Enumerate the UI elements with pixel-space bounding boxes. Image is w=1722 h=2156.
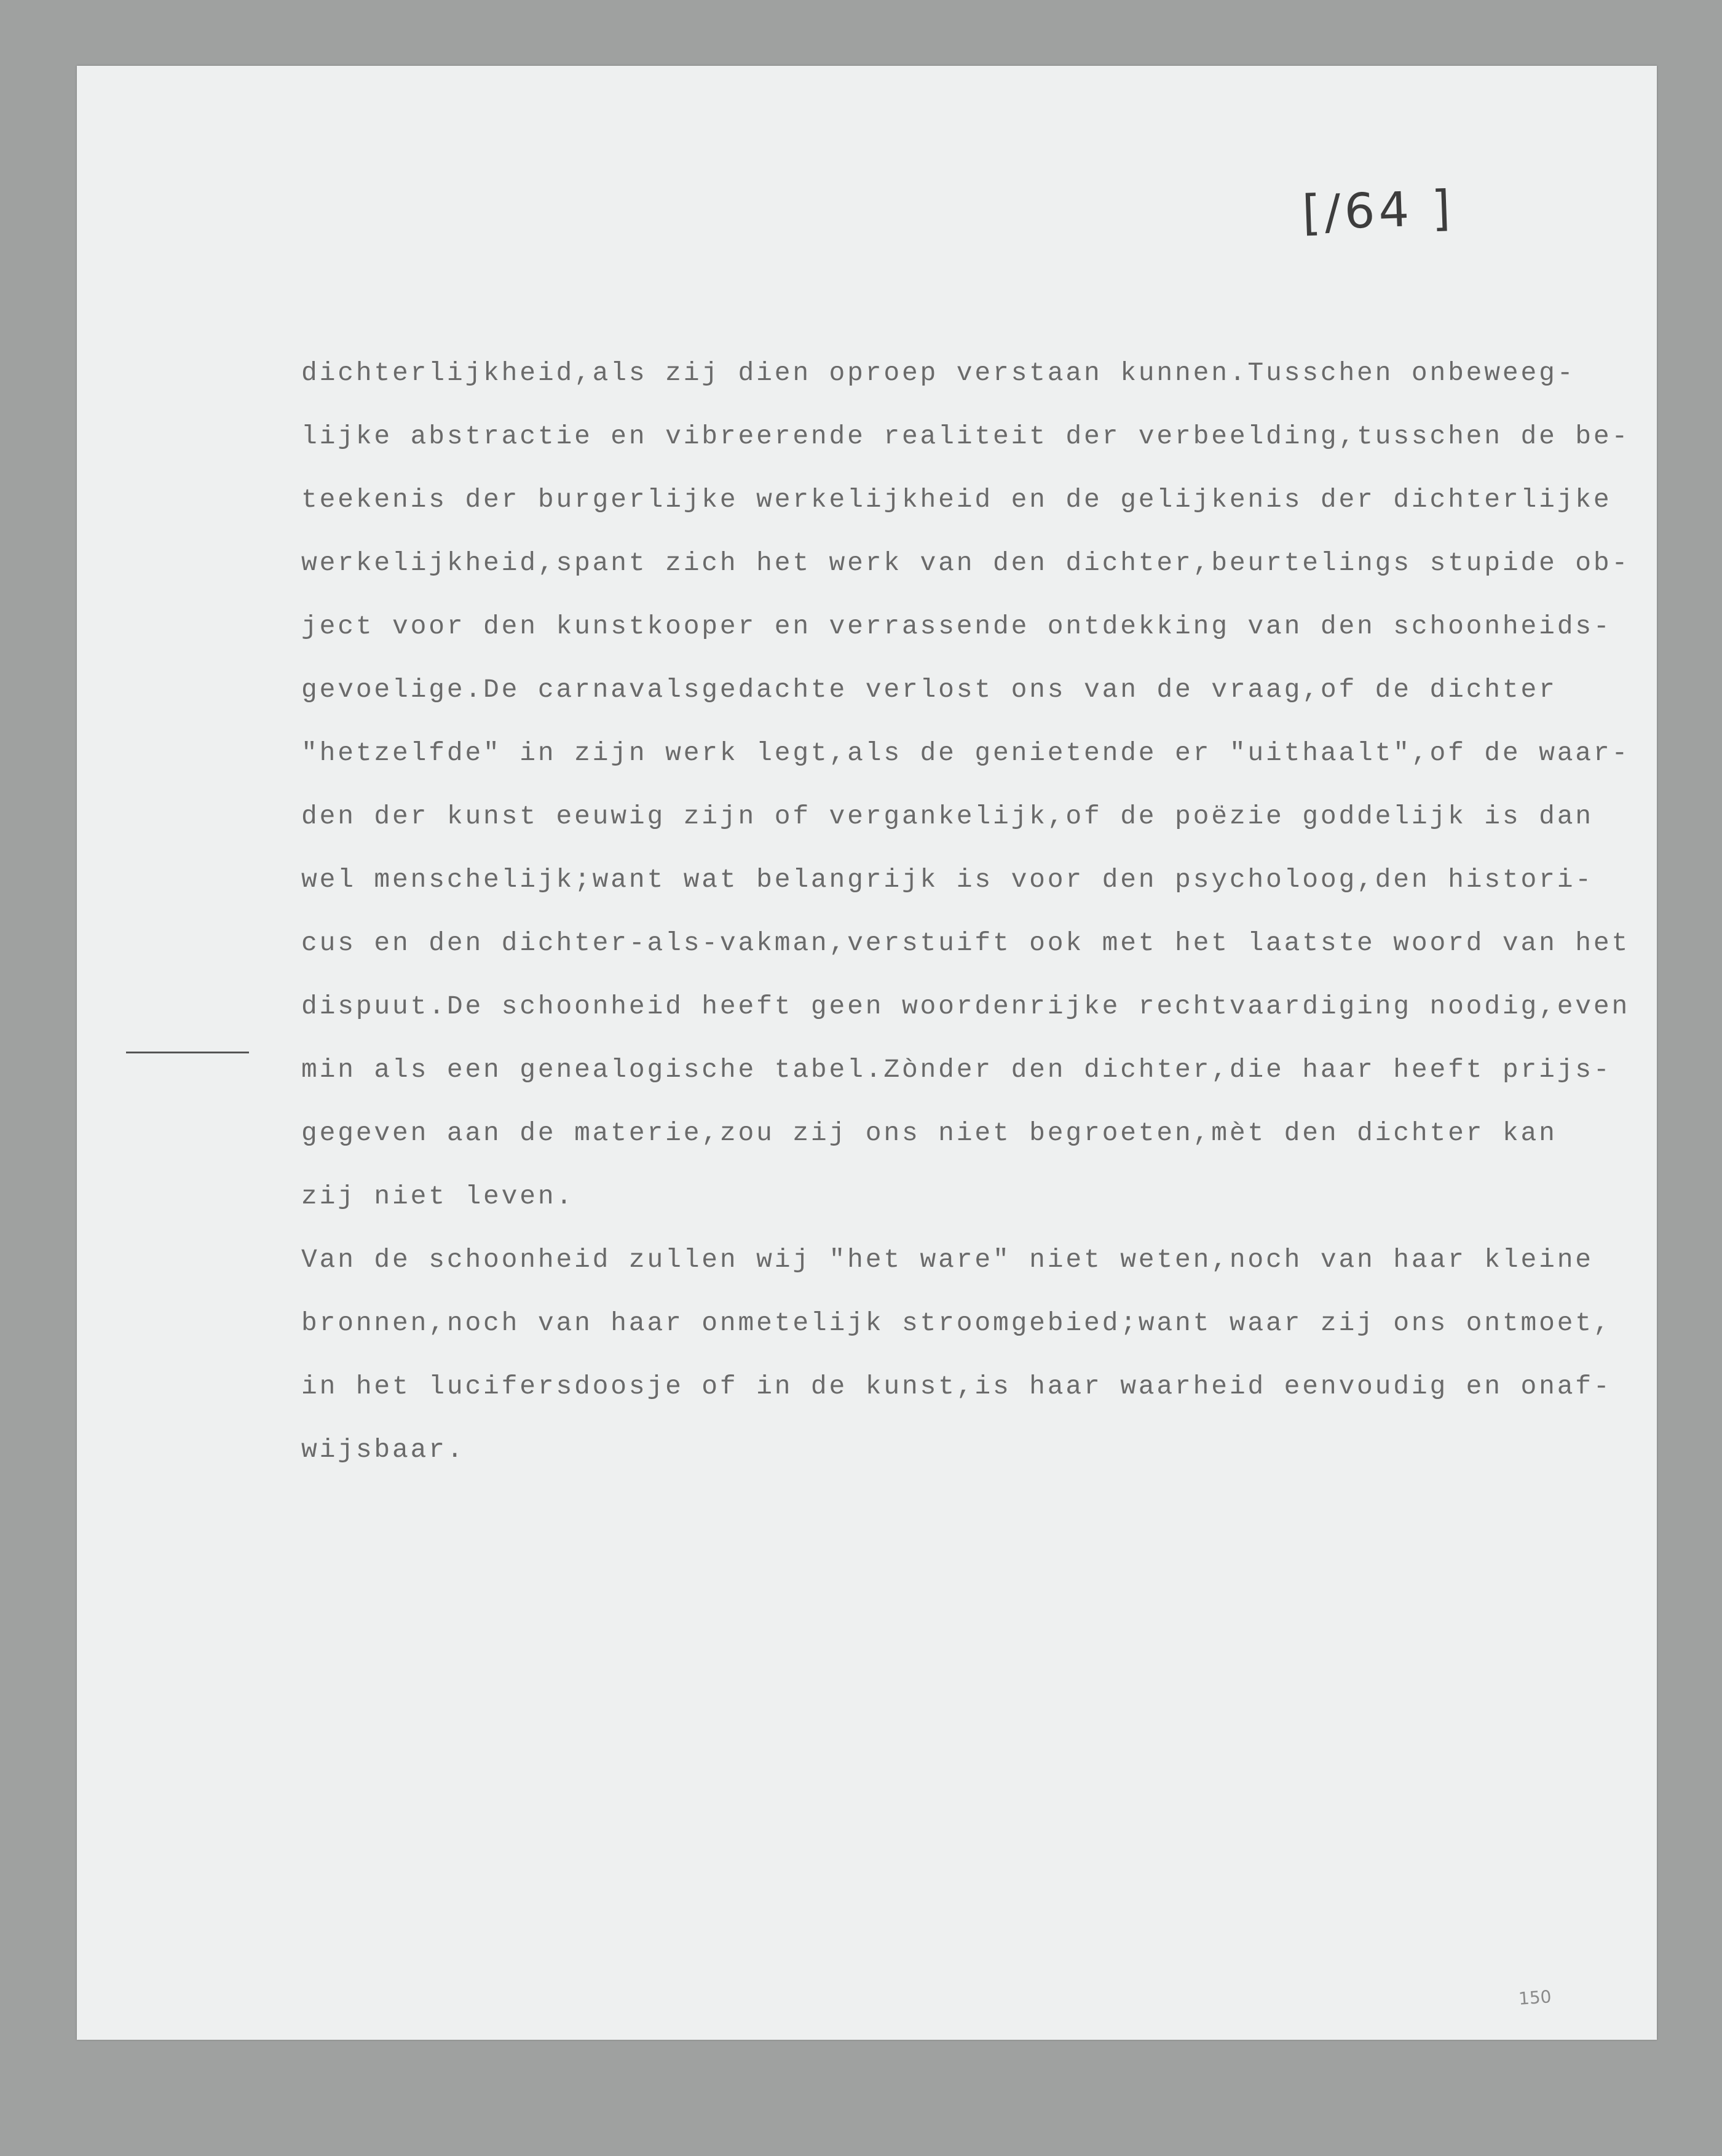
text-line: dichterlijkheid,als zij dien oproep verstaan kunnen.Tusschen onbeweeg- <box>301 358 1576 388</box>
text-line: dispuut.De schoonheid heeft geen woordenrijke rechtvaardiging noodig,even <box>301 991 1630 1021</box>
text-line: gegeven aan de materie,zou zij ons niet begroeten,mèt den dichter kan <box>301 1118 1557 1148</box>
archive-pencil-number: 150 <box>1517 1986 1552 2009</box>
margin-rule <box>126 1052 249 1053</box>
text-line: den der kunst eeuwig zijn of vergankelijk,of de poëzie goddelijk is dan <box>301 801 1594 831</box>
text-line: zij niet leven. <box>301 1181 575 1211</box>
text-line: ject voor den kunstkooper en verrassende ontdekking van den schoonheids- <box>301 611 1612 641</box>
text-line: wel menschelijk;want wat belangrijk is voor den psycholoog,den histori- <box>301 865 1594 895</box>
text-line: min als een genealogische tabel.Zònder den dichter,die haar heeft prijs- <box>301 1055 1612 1085</box>
text-line: wijsbaar. <box>301 1435 465 1465</box>
text-line: in het lucifersdoosje of in de kunst,is haar waarheid eenvoudig en onaf- <box>301 1371 1612 1401</box>
text-line: teekenis der burgerlijke werkelijkheid en de gelijkenis der dichterlijke <box>301 485 1612 515</box>
text-line: "hetzelfde" in zijn werk legt,als de genietende er "uithaalt",of de waar- <box>301 738 1630 768</box>
text-line: bronnen,noch van haar onmetelijk stroomgebied;want waar zij ons ontmoet, <box>301 1308 1612 1338</box>
text-line: gevoelige.De carnavalsgedachte verlost ons van de vraag,of de dichter <box>301 675 1557 705</box>
text-line: lijke abstractie en vibreerende realiteit der verbeelding,tusschen de be- <box>301 421 1630 451</box>
text-line: werkelijkheid,spant zich het werk van den dichter,beurtelings stupide ob- <box>301 548 1630 578</box>
text-line: cus en den dichter-als-vakman,verstuift ook met het laatste woord van het <box>301 928 1630 958</box>
text-line: Van de schoonheid zullen wij "het ware" niet weten,noch van haar kleine <box>301 1245 1594 1275</box>
typed-text-body <box>301 341 1672 1481</box>
handwritten-page-number: [/64 ] <box>1301 180 1455 242</box>
